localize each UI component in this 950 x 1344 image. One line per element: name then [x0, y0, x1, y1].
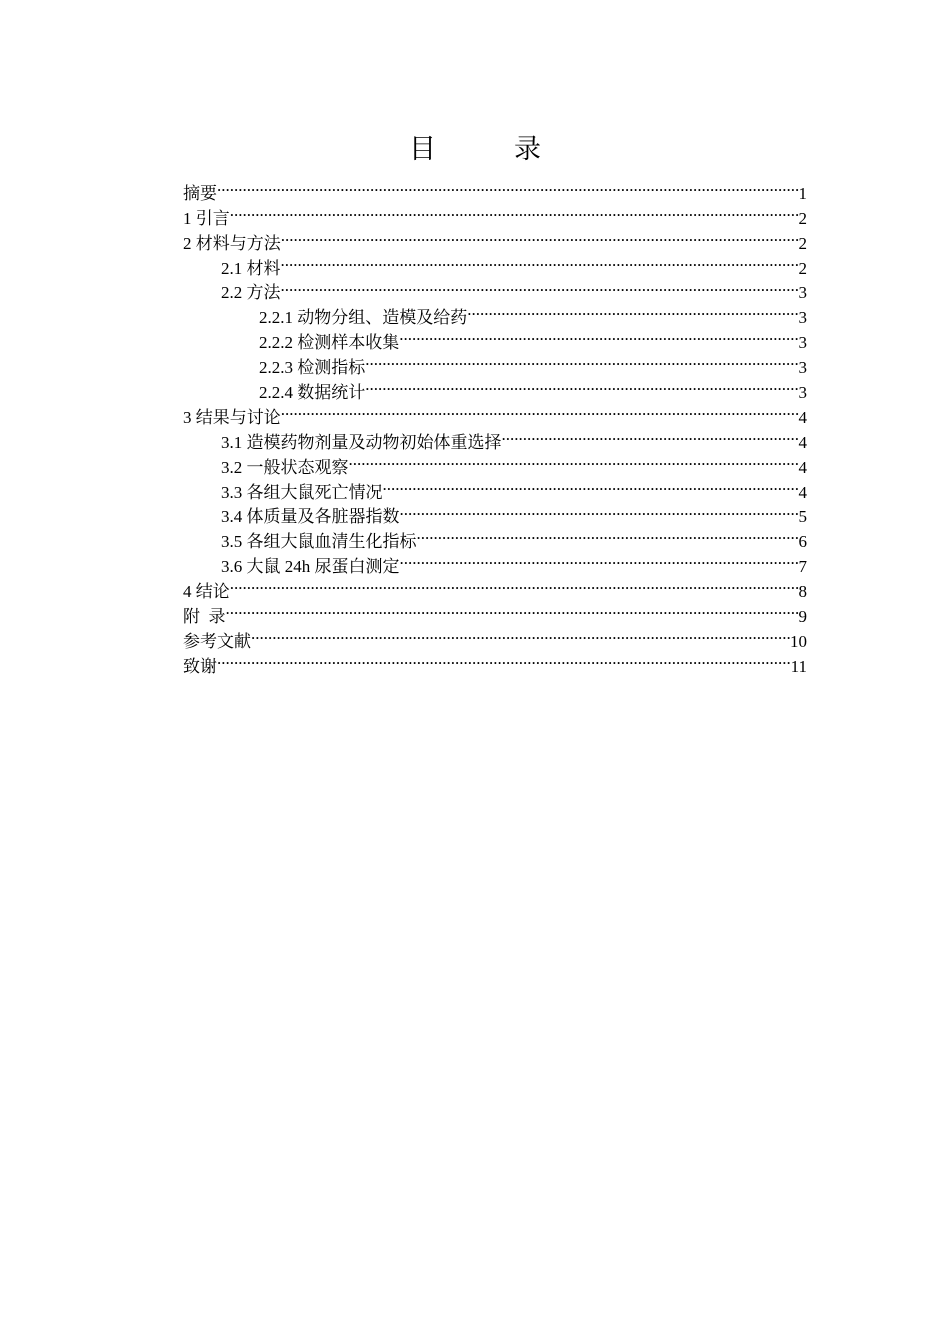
toc-dot-leader [383, 473, 799, 498]
toc-page-number: 1 [798, 183, 807, 203]
toc-dot-leader [281, 224, 799, 249]
toc-dot-leader [399, 323, 798, 348]
toc-entry-abstract[interactable] [183, 174, 807, 203]
toc-entry-label: 2.2.1 动物分组、造模及给药 [259, 308, 468, 328]
toc-page-number: 5 [798, 507, 807, 527]
toc-entry-label: 3.3 各组大鼠死亡情况 [221, 482, 383, 502]
toc-page-number: 4 [798, 457, 807, 477]
toc-entry-label: 2.2 方法 [221, 283, 281, 303]
toc-page-number: 8 [798, 582, 807, 602]
toc-dot-leader [417, 522, 799, 547]
toc-dot-leader [400, 547, 799, 572]
toc-page-number: 11 [790, 656, 807, 676]
toc-dot-leader [226, 597, 799, 622]
toc-entry-label: 3.5 各组大鼠血清生化指标 [221, 532, 417, 552]
toc-entry-label: 1 引言 [183, 208, 230, 228]
toc-page-number: 2 [798, 208, 807, 228]
toc-page-number: 6 [798, 532, 807, 552]
toc-dot-leader [467, 298, 798, 323]
toc-dot-leader [365, 348, 798, 373]
toc-entry-label: 2.1 材料 [221, 258, 281, 278]
toc-dot-leader [502, 423, 799, 448]
toc-page-number: 2 [798, 258, 807, 278]
toc-page-number: 4 [798, 407, 807, 427]
toc-page-number: 3 [798, 283, 807, 303]
toc-entry-label: 3.2 一般状态观察 [221, 457, 349, 477]
toc-dot-leader [251, 622, 790, 647]
toc-entry-appendix[interactable] [183, 597, 807, 627]
toc-entry-acknowledgements[interactable] [183, 647, 807, 676]
toc-entry-conclusion[interactable] [183, 572, 807, 602]
toc-entry-label: 参考文献 [183, 631, 251, 651]
toc-entry-label: 3.6 大鼠 24h 尿蛋白测定 [221, 557, 400, 577]
toc-dot-leader [349, 448, 799, 473]
page-title [0, 130, 950, 170]
toc-dot-leader [281, 398, 799, 423]
toc-entry-label: 3.4 体质量及各脏器指数 [221, 507, 400, 527]
toc-page-number: 10 [790, 631, 807, 651]
toc-entry-label: 2.2.2 检测样本收集 [259, 333, 400, 353]
toc-dot-leader [365, 373, 798, 398]
toc-entry-label: 摘要 [183, 183, 217, 203]
toc-dot-leader [281, 249, 799, 274]
toc-page-number: 4 [798, 482, 807, 502]
toc-page-number: 9 [798, 607, 807, 627]
toc-page-number: 3 [798, 333, 807, 353]
toc-page-number: 3 [798, 308, 807, 328]
toc-entry-label: 3 结果与讨论 [183, 407, 281, 427]
toc-entry-materials-methods[interactable] [183, 224, 807, 253]
toc-dot-leader [230, 572, 799, 597]
title-char-1: 目 [409, 134, 436, 165]
title-char-2: 录 [514, 134, 541, 165]
toc-entry-label: 2.2.3 检测指标 [259, 358, 366, 378]
toc-entry-label: 2.2.4 数据统计 [259, 383, 366, 403]
toc-entry-references[interactable] [183, 622, 807, 651]
toc-dot-leader [217, 647, 791, 672]
toc-page-number: 3 [798, 383, 807, 403]
toc-dot-leader [230, 199, 799, 224]
toc-page-number: 4 [798, 432, 807, 452]
toc-entry-label: 3.1 造模药物剂量及动物初始体重选择 [221, 432, 502, 452]
toc-entry-label: 4 结论 [183, 582, 230, 602]
table-of-contents [183, 174, 807, 676]
toc-dot-leader [281, 274, 799, 299]
toc-dot-leader [400, 498, 799, 523]
toc-page-number: 3 [798, 358, 807, 378]
toc-entry-introduction[interactable] [183, 199, 807, 228]
toc-page-number: 2 [798, 233, 807, 253]
toc-page-number: 7 [798, 557, 807, 577]
toc-dot-leader [217, 174, 799, 199]
toc-entry-label: 2 材料与方法 [183, 233, 281, 253]
toc-entry-label: 附 录 [183, 607, 226, 627]
toc-entry-label: 致谢 [183, 656, 217, 676]
